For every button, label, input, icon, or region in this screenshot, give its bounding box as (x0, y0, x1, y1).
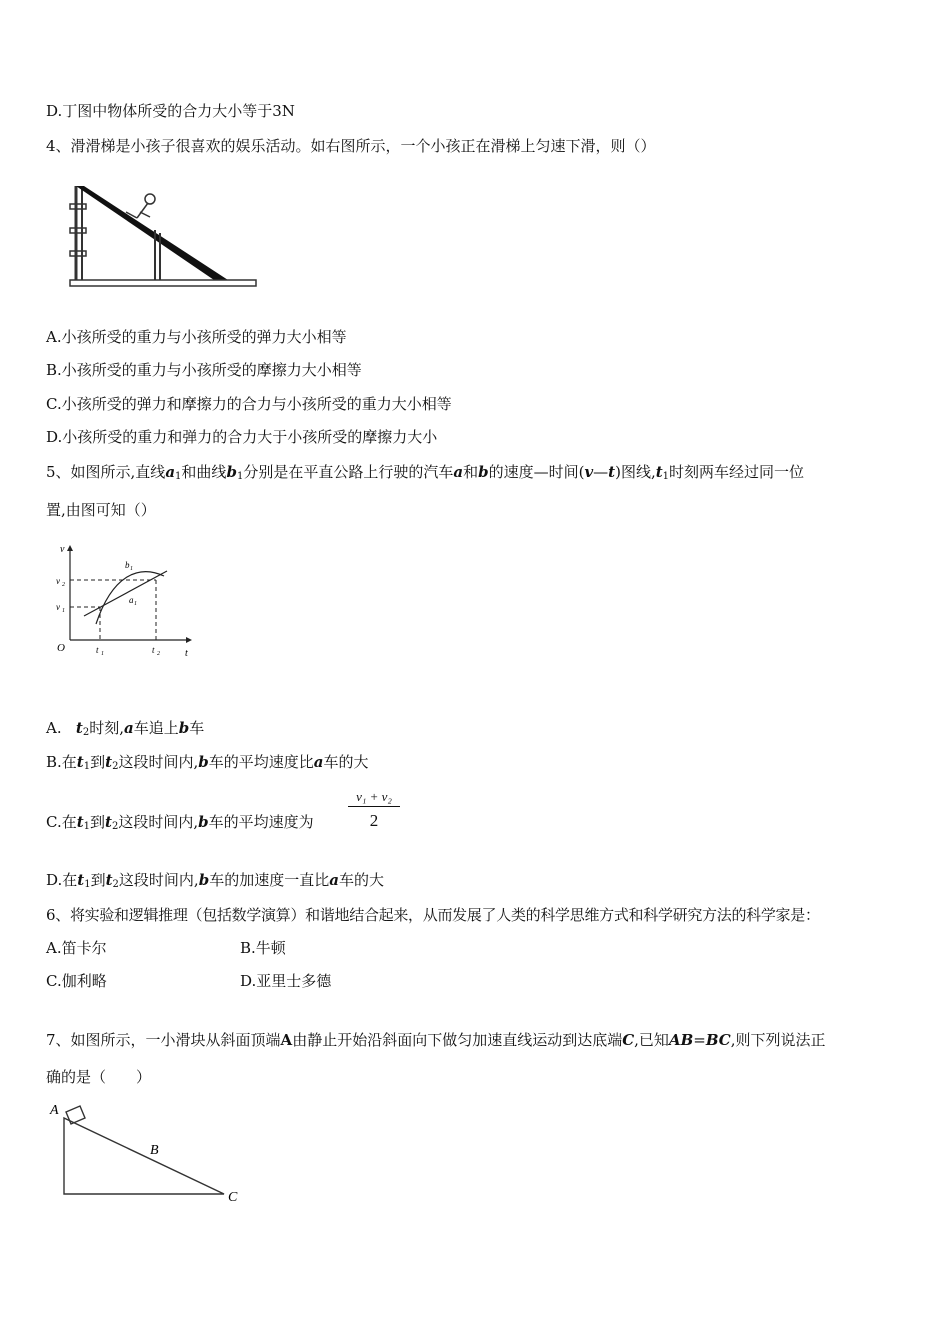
q5-vt-graph (52, 540, 202, 665)
point-b-label: B (150, 1143, 159, 1158)
q6-option-a: A.笛卡尔 (46, 939, 107, 957)
q6-option-b: B.牛顿 (240, 939, 286, 957)
q4-option-b: B.小孩所受的重力与小孩所受的摩擦力大小相等 (46, 361, 362, 379)
fraction-numerator: v₁ + v₂ (348, 789, 400, 807)
v-axis-label: v (60, 544, 65, 555)
slide-figure (62, 178, 262, 296)
q5-fraction (348, 789, 400, 831)
q5-stem-line2: 置,由图可知（） (46, 501, 156, 519)
q4-option-c: C.小孩所受的弹力和摩擦力的合力与小孩所受的重力大小相等 (46, 395, 452, 413)
v1-label: v (56, 602, 60, 612)
q3-option-d: D.丁图中物体所受的合力大小等于3N (46, 102, 295, 120)
t1-label: t (96, 645, 99, 655)
q5-option-b: B.在$t_1$到$t_2$这段时间内,b车的平均速度比a车的大 (46, 753, 369, 772)
q7-stem-line2: 确的是（ ） (46, 1068, 152, 1086)
q7-stem: 7、如图所示，一小滑块从斜面顶端A由静止开始沿斜面向下做匀加速直线运动到达底端C,已知AB=BC,则下列说法正 (46, 1031, 826, 1049)
q5-stem: 5、如图所示,直线$a_1$和曲线$b_1$分别是在平直公路上行驶的汽车a和b的速度—时间(v—t)图线$,t_1$时刻两车经过同一位 (46, 463, 805, 482)
svg-text:1: 1 (62, 608, 65, 614)
incline-figure (44, 1098, 254, 1208)
q6-option-c: C.伽利略 (46, 972, 107, 990)
q5-option-c: C.在$t_1$到$t_2$这段时间内,b车的平均速度为 (46, 813, 314, 832)
q4-stem: 4、滑滑梯是小孩子很喜欢的娱乐活动。如右图所示，一个小孩正在滑梯上匀速下滑，则（） (46, 137, 656, 155)
svg-text:1: 1 (130, 566, 133, 572)
t-axis-label: t (185, 648, 188, 659)
q5-option-a: A. $t_2$时刻,a车追上b车 (46, 719, 205, 738)
svg-text:2: 2 (62, 582, 65, 588)
point-c-label: C (228, 1190, 238, 1205)
q6-stem: 6、将实验和逻辑推理（包括数学演算）和谐地结合起来，从而发展了人类的科学思维方式和科学研究方法的科学家是： (46, 906, 820, 924)
q4-option-a: A.小孩所受的重力与小孩所受的弹力大小相等 (46, 328, 347, 346)
svg-text:1: 1 (134, 601, 137, 607)
q4-option-d: D.小孩所受的重力和弹力的合力大于小孩所受的摩擦力大小 (46, 428, 438, 446)
v2-label: v (56, 576, 60, 586)
curve-b1-label: b (125, 560, 130, 570)
fraction-denominator: 2 (369, 811, 379, 830)
point-a-label: A (50, 1103, 59, 1118)
t2-label: t (152, 645, 155, 655)
q5-option-d: D.在$t_1$到$t_2$这段时间内,b车的加速度一直比a车的大 (46, 871, 384, 890)
svg-text:1: 1 (101, 651, 104, 657)
line-a1-label: a (129, 595, 134, 605)
origin-label: O (57, 642, 65, 654)
svg-text:2: 2 (157, 651, 160, 657)
q6-option-d: D.亚里士多德 (240, 972, 332, 990)
